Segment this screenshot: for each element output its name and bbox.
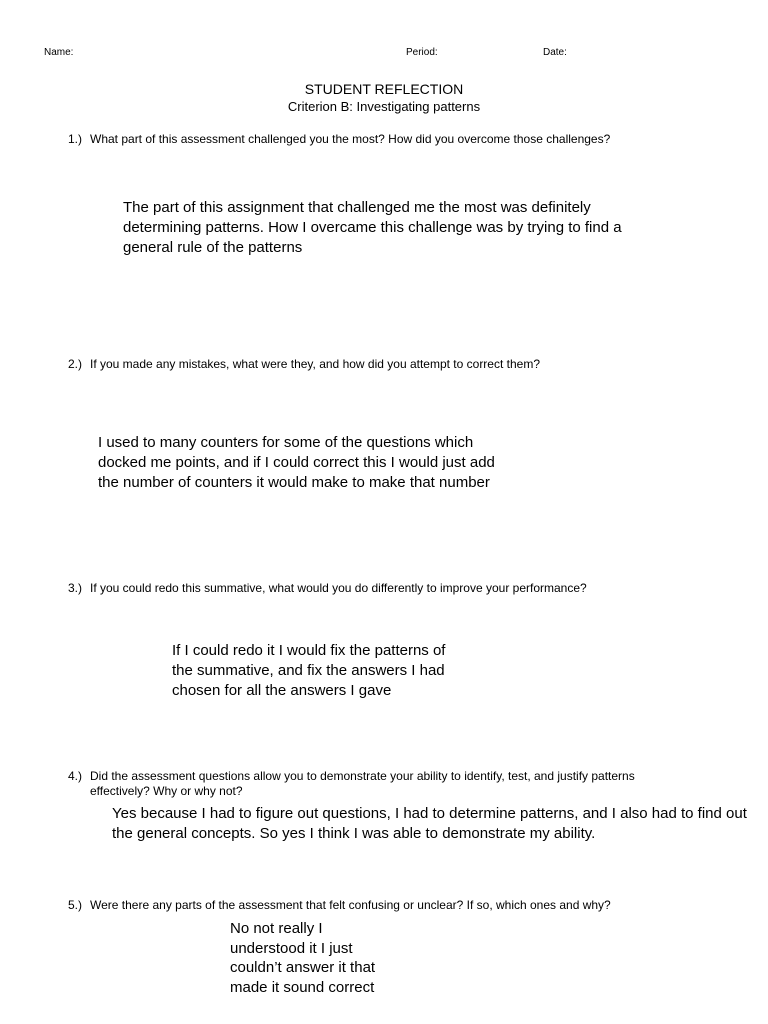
answer-5: [230, 919, 375, 997]
question-2: [68, 357, 748, 372]
answer-line: the summative, and fix the answers I had: [172, 662, 445, 679]
answer-line: The part of this assignment that challenged me the most was definitely: [123, 199, 591, 216]
page-title: STUDENT REFLECTION: [304, 81, 464, 97]
answer-line: No not really I: [230, 920, 323, 937]
question-number: 1.): [68, 132, 83, 146]
answer-line: chosen for all the answers I gave: [172, 682, 392, 699]
answer-line: determining patterns. How I overcame this challenge was by trying to find a: [123, 219, 622, 236]
name-label: Name:: [44, 47, 74, 58]
answer-line: I used to many counters for some of the questions which: [98, 434, 474, 451]
question-text: Did the assessment questions allow you to demonstrate your ability to identify, test, and justify patterns: [90, 769, 635, 783]
answer-line: understood it I just: [230, 939, 353, 957]
page-subtitle: Criterion B: Investigating patterns: [287, 99, 481, 114]
question-4: [68, 769, 748, 799]
question-text: effectively? Why or why not?: [90, 784, 243, 798]
period-label: Period:: [406, 47, 438, 58]
question-number: 3.): [68, 581, 83, 595]
answer-line: Yes because I had to figure out questions, I had to determine patterns, and I also had to find out: [112, 805, 747, 822]
answer-line: made it sound correct: [230, 978, 375, 996]
question-number: 2.): [68, 357, 83, 371]
answer-2: [98, 433, 495, 493]
answer-line: couldn’t answer it that: [230, 959, 376, 976]
question-number: 5.): [68, 898, 83, 912]
question-text: What part of this assessment challenged you the most? How did you overcome those challenges?: [90, 132, 611, 146]
question-number: 4.): [68, 769, 83, 783]
question-1: [68, 132, 748, 147]
answer-1: [123, 198, 622, 258]
answer-line: docked me points, and if I could correct this I would just add: [98, 454, 495, 471]
question-3: [68, 581, 748, 596]
question-text: If you made any mistakes, what were they, and how did you attempt to correct them?: [90, 357, 540, 371]
answer-4: [112, 804, 747, 844]
answer-line: general rule of the patterns: [123, 239, 303, 256]
answer-line: the general concepts. So yes I think I was able to demonstrate my ability.: [112, 825, 596, 842]
question-text: If you could redo this summative, what would you do differently to improve your performance?: [90, 581, 587, 595]
question-text: Were there any parts of the assessment that felt confusing or unclear? If so, which ones and why?: [90, 898, 611, 912]
answer-line: If I could redo it I would fix the patterns of: [172, 642, 446, 659]
date-label: Date:: [543, 47, 567, 58]
answer-3: [172, 641, 445, 701]
answer-line: the number of counters it would make to make that number: [98, 474, 490, 491]
question-5: [68, 898, 748, 913]
